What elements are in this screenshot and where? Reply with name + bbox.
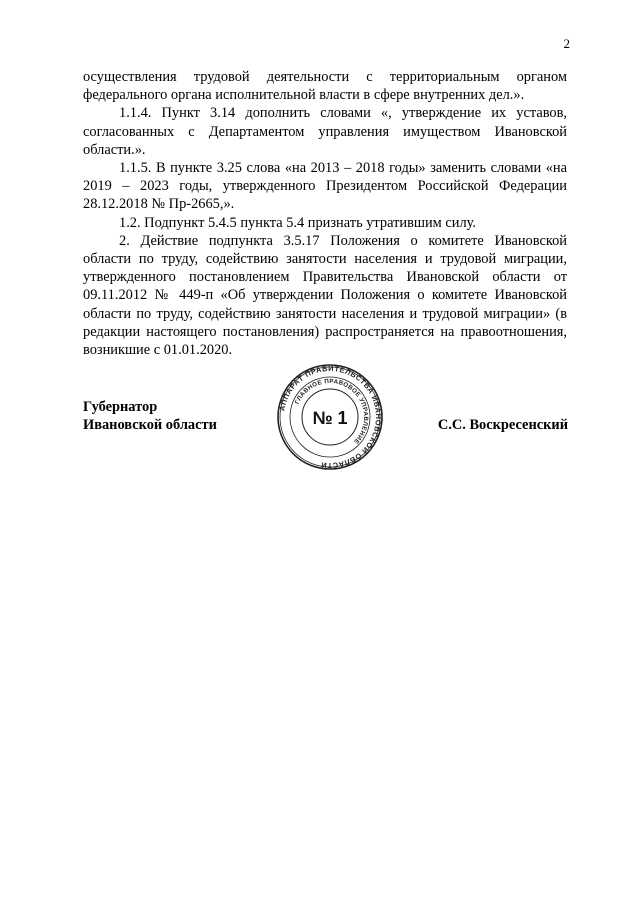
paragraph-2: 2. Действие подпункта 3.5.17 Положения о комитете Ивановской области по труду, содействию занятости населения и трудовой миграции, утвержденного постановлением Правительства Ивановской области от 09.11.2012 № 449-п «Об утверждении Положения о комитете Ивановской области по труду, содействию занятости населения и трудовой миграции» (в редакции настоящего постановления) распространяется на правоотношения, возникшие с 01.01.2020.	[83, 232, 567, 359]
signatory-region: Ивановской области	[83, 417, 217, 433]
document-body	[83, 68, 567, 359]
page-number: 2	[563, 36, 570, 51]
stamp-outer-text: АППАРАТ ПРАВИТЕЛЬСТВА ИВАНОВСКОЙ ОБЛАСТИ	[277, 363, 384, 471]
stamp-number: № 1	[312, 408, 348, 428]
official-stamp	[276, 363, 384, 471]
paragraph-1-1-5: 1.1.5. В пункте 3.25 слова «на 2013 – 2018 годы» заменить словами «на 2019 – 2023 годы, утвержденного Президентом Российской Федерации 28.12.2018 № Пр-2665,».	[83, 160, 567, 213]
paragraph-1-1-4: 1.1.4. Пункт 3.14 дополнить словами «, утверждение их уставов, согласованных с Департаментом управления имуществом Ивановской области.».	[83, 105, 567, 158]
signatory-title: Губернатор	[83, 399, 158, 415]
signatory-position	[83, 398, 217, 434]
signatory-name: С.С. Воскресенский	[437, 417, 568, 433]
stamp-inner-text: ГЛАВНОЕ ПРАВОВОЕ УПРАВЛЕНИЕ	[293, 377, 370, 446]
paragraph-1-2: 1.2. Подпункт 5.4.5 пункта 5.4 признать утратившим силу.	[119, 214, 476, 231]
paragraph-continuation: осуществления трудовой деятельности с территориальным органом федерального органа исполнительной власти в сфере внутренних дел.».	[83, 69, 567, 104]
